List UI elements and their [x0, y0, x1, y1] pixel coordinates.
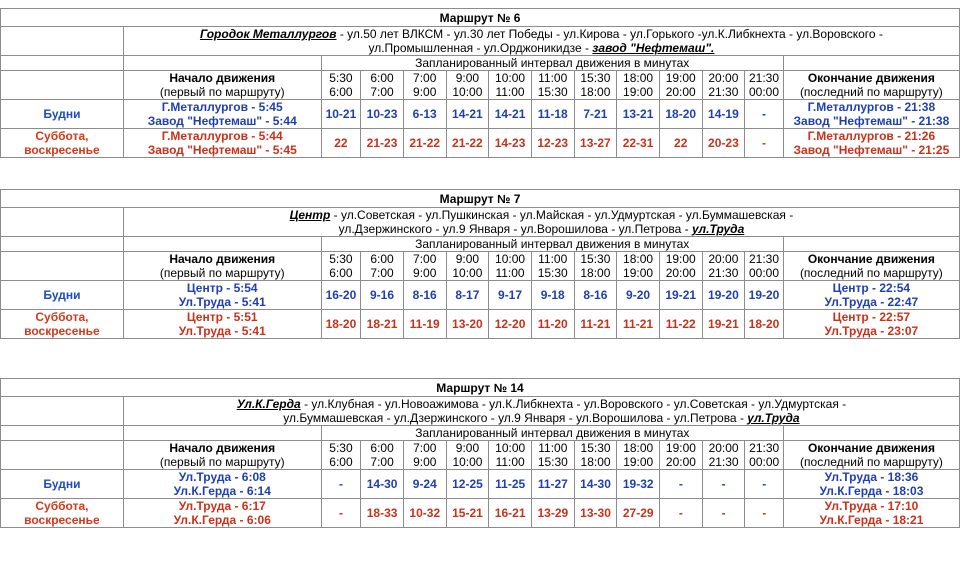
weekday-interval: 11-25 — [489, 470, 532, 499]
weekend-last: Ул.Труда - 17:10 Ул.К.Герда - 18:21 — [783, 499, 959, 528]
weekday-interval: 13-21 — [617, 100, 660, 129]
time-range: 15:30 18:00 — [574, 252, 617, 281]
weekend-interval: 13-27 — [574, 129, 617, 158]
weekday-last: Г.Металлургов - 21:38 Завод "Нефтемаш" - 21:38 — [783, 100, 959, 129]
time-range: 7:00 9:00 — [403, 441, 446, 470]
time-range: 5:30 6:00 — [321, 252, 361, 281]
weekday-interval: 14-30 — [361, 470, 404, 499]
weekend-interval: 21-22 — [403, 129, 446, 158]
weekday-interval: 11-18 — [531, 100, 574, 129]
time-range: 21:30 00:00 — [745, 71, 784, 100]
weekday-interval: - — [702, 470, 745, 499]
weekend-interval: 11-21 — [617, 310, 660, 339]
time-range: 19:00 20:00 — [659, 71, 702, 100]
weekend-first: Центр - 5:51 Ул.Труда - 5:41 — [123, 310, 321, 339]
weekday-interval: 19-20 — [745, 281, 784, 310]
time-range: 20:00 21:30 — [702, 252, 745, 281]
weekday-last: Центр - 22:54 Ул.Труда - 22:47 — [783, 281, 959, 310]
weekend-interval: 16-21 — [489, 499, 532, 528]
path-start: Центр — [289, 208, 331, 222]
path-mid2: ул.Дзержинского - ул.9 Января - ул.Ворошилова - ул.Петрова - — [338, 222, 692, 236]
weekday-interval: 9-24 — [403, 470, 446, 499]
time-range: 19:00 20:00 — [660, 441, 703, 470]
weekday-interval: 9-16 — [361, 281, 404, 310]
weekday-interval: 19-21 — [659, 281, 702, 310]
weekend-interval: 21-23 — [361, 129, 404, 158]
weekday-interval: 14-19 — [702, 100, 745, 129]
start-label: Начало движения (первый по маршруту) — [123, 71, 321, 100]
weekday-interval: - — [321, 470, 361, 499]
time-range: 18:00 19:00 — [617, 441, 660, 470]
weekend-first: Ул.Труда - 6:17 Ул.К.Герда - 6:06 — [123, 499, 321, 528]
weekend-last: Г.Металлургов - 21:26 Завод "Нефтемаш" - 21:25 — [783, 129, 959, 158]
weekday-interval: 9-20 — [617, 281, 660, 310]
weekday-interval: 14-21 — [489, 100, 532, 129]
route-path — [123, 208, 959, 237]
path-mid2: ул.Промышленная - ул.Орджоникидзе - — [368, 41, 593, 55]
weekday-interval: - — [745, 470, 784, 499]
time-range: 9:00 10:00 — [446, 441, 489, 470]
weekday-interval: 14-21 — [446, 100, 489, 129]
time-range: 5:30 6:00 — [321, 441, 361, 470]
weekend-interval: 22-31 — [617, 129, 660, 158]
weekend-interval: - — [321, 499, 361, 528]
weekend-first: Г.Металлургов - 5:44 Завод "Нефтемаш" - 5:45 — [123, 129, 321, 158]
time-range: 6:00 7:00 — [361, 441, 404, 470]
path-end: ул.Труда — [691, 222, 745, 236]
weekend-interval: 22 — [321, 129, 361, 158]
start-label: Начало движения (первый по маршруту) — [123, 441, 321, 470]
weekday-label: Будни — [1, 470, 124, 499]
weekend-interval: 13-20 — [446, 310, 489, 339]
weekend-interval: 10-32 — [403, 499, 446, 528]
weekend-interval: 11-21 — [574, 310, 617, 339]
route-path — [123, 397, 959, 426]
interval-header: Запланированный интервал движения в минутах — [321, 237, 783, 252]
route-path — [123, 27, 959, 56]
weekday-interval: 19-20 — [702, 281, 745, 310]
time-range: 18:00 19:00 — [617, 71, 660, 100]
weekend-interval: 20-23 — [702, 129, 745, 158]
weekend-interval: - — [745, 129, 784, 158]
weekday-interval: 9-17 — [489, 281, 532, 310]
route-table — [0, 189, 960, 339]
weekend-label: Суббота, воскресенье — [1, 499, 124, 528]
time-range: 9:00 10:00 — [446, 71, 489, 100]
path-mid1: - ул.Советская - ул.Пушкинская - ул.Майская - ул.Удмуртская - ул.Буммашевская - — [330, 208, 794, 222]
route-title: Маршрут № 14 — [1, 379, 960, 397]
path-start: Городок Металлургов — [199, 27, 337, 41]
weekday-interval: 10-23 — [361, 100, 404, 129]
time-range: 21:30 00:00 — [745, 252, 784, 281]
time-range: 11:00 15:30 — [531, 252, 574, 281]
weekday-interval: 8-16 — [574, 281, 617, 310]
time-range: 6:00 7:00 — [361, 71, 404, 100]
weekend-interval: 19-21 — [702, 310, 745, 339]
weekday-interval: 10-21 — [321, 100, 361, 129]
time-range: 20:00 21:30 — [702, 71, 745, 100]
time-range: 11:00 15:30 — [532, 441, 575, 470]
time-range: 7:00 9:00 — [403, 252, 446, 281]
weekday-interval: 16-20 — [321, 281, 361, 310]
route-table — [0, 378, 960, 528]
weekend-interval: 11-22 — [659, 310, 702, 339]
weekend-last: Центр - 22:57 Ул.Труда - 23:07 — [783, 310, 959, 339]
time-range: 15:30 18:00 — [574, 441, 617, 470]
path-mid1: - ул.50 лет ВЛКСМ - ул.30 лет Победы - ул.Кирова - ул.Горького -ул.К.Либкнехта - ул.Воровского - — [336, 27, 883, 41]
path-mid2: ул.Буммашевская - ул.Дзержинского - ул.9 Января - ул.Ворошилова - ул.Петрова - — [283, 411, 748, 425]
weekend-interval: 14-23 — [489, 129, 532, 158]
weekend-interval: 12-23 — [531, 129, 574, 158]
weekday-interval: - — [660, 470, 703, 499]
weekday-first: Ул.Труда - 6:08 Ул.К.Герда - 6:14 — [123, 470, 321, 499]
time-range: 10:00 11:00 — [489, 441, 532, 470]
weekend-interval: 18-21 — [361, 310, 404, 339]
weekend-interval: - — [702, 499, 745, 528]
route-title: Маршрут № 7 — [1, 190, 960, 208]
end-label: Окончание движения (последний по маршруту) — [783, 71, 959, 100]
weekend-interval: 21-22 — [446, 129, 489, 158]
weekday-interval: 11-27 — [532, 470, 575, 499]
weekday-interval: 18-20 — [659, 100, 702, 129]
weekday-interval: 8-17 — [446, 281, 489, 310]
weekend-interval: 11-20 — [531, 310, 574, 339]
weekend-interval: 18-20 — [745, 310, 784, 339]
weekday-first: Г.Металлургов - 5:45 Завод "Нефтемаш" - 5:44 — [123, 100, 321, 129]
weekday-interval: 7-21 — [574, 100, 617, 129]
weekend-interval: 27-29 — [617, 499, 660, 528]
weekend-interval: 18-20 — [321, 310, 361, 339]
time-range: 6:00 7:00 — [361, 252, 404, 281]
route-title: Маршрут № 6 — [1, 9, 960, 27]
weekday-last: Ул.Труда - 18:36 Ул.К.Герда - 18:03 — [783, 470, 959, 499]
weekend-interval: 15-21 — [446, 499, 489, 528]
time-range: 10:00 11:00 — [489, 71, 532, 100]
weekday-interval: 6-13 — [403, 100, 446, 129]
weekend-interval: 12-20 — [489, 310, 532, 339]
weekday-interval: 8-16 — [403, 281, 446, 310]
time-range: 10:00 11:00 — [489, 252, 532, 281]
route-table — [0, 8, 960, 158]
time-range: 19:00 20:00 — [659, 252, 702, 281]
weekend-interval: 11-19 — [403, 310, 446, 339]
weekend-label: Суббота, воскресенье — [1, 129, 124, 158]
interval-header: Запланированный интервал движения в минутах — [321, 56, 783, 71]
weekday-label: Будни — [1, 281, 124, 310]
time-range: 18:00 19:00 — [617, 252, 660, 281]
interval-header: Запланированный интервал движения в минутах — [321, 426, 783, 441]
weekend-interval: - — [660, 499, 703, 528]
weekend-interval: 18-33 — [361, 499, 404, 528]
time-range: 5:30 6:00 — [321, 71, 361, 100]
weekend-interval: - — [745, 499, 784, 528]
weekend-interval: 13-30 — [574, 499, 617, 528]
start-label: Начало движения (первый по маршруту) — [123, 252, 321, 281]
weekday-first: Центр - 5:54 Ул.Труда - 5:41 — [123, 281, 321, 310]
time-range: 11:00 15:30 — [531, 71, 574, 100]
time-range: 20:00 21:30 — [702, 441, 745, 470]
path-mid1: - ул.Клубная - ул.Новоажимова - ул.К.Либкнехта - ул.Воровского - ул.Советская - ул.Удмуртская - — [300, 397, 847, 411]
time-range: 15:30 18:00 — [574, 71, 617, 100]
path-end: ул.Труда — [747, 411, 800, 425]
weekday-interval: 12-25 — [446, 470, 489, 499]
weekend-label: Суббота, воскресенье — [1, 310, 124, 339]
weekday-interval: - — [745, 100, 784, 129]
time-range: 7:00 9:00 — [403, 71, 446, 100]
time-range: 21:30 00:00 — [745, 441, 784, 470]
weekday-label: Будни — [1, 100, 124, 129]
end-label: Окончание движения (последний по маршруту) — [783, 252, 959, 281]
time-range: 9:00 10:00 — [446, 252, 489, 281]
weekend-interval: 22 — [659, 129, 702, 158]
weekday-interval: 19-32 — [617, 470, 660, 499]
path-start: Ул.К.Герда — [236, 397, 301, 411]
path-end: завод "Нефтемаш". — [592, 41, 715, 55]
end-label: Окончание движения (последний по маршруту) — [783, 441, 959, 470]
weekend-interval: 13-29 — [532, 499, 575, 528]
weekday-interval: 9-18 — [531, 281, 574, 310]
weekday-interval: 14-30 — [574, 470, 617, 499]
